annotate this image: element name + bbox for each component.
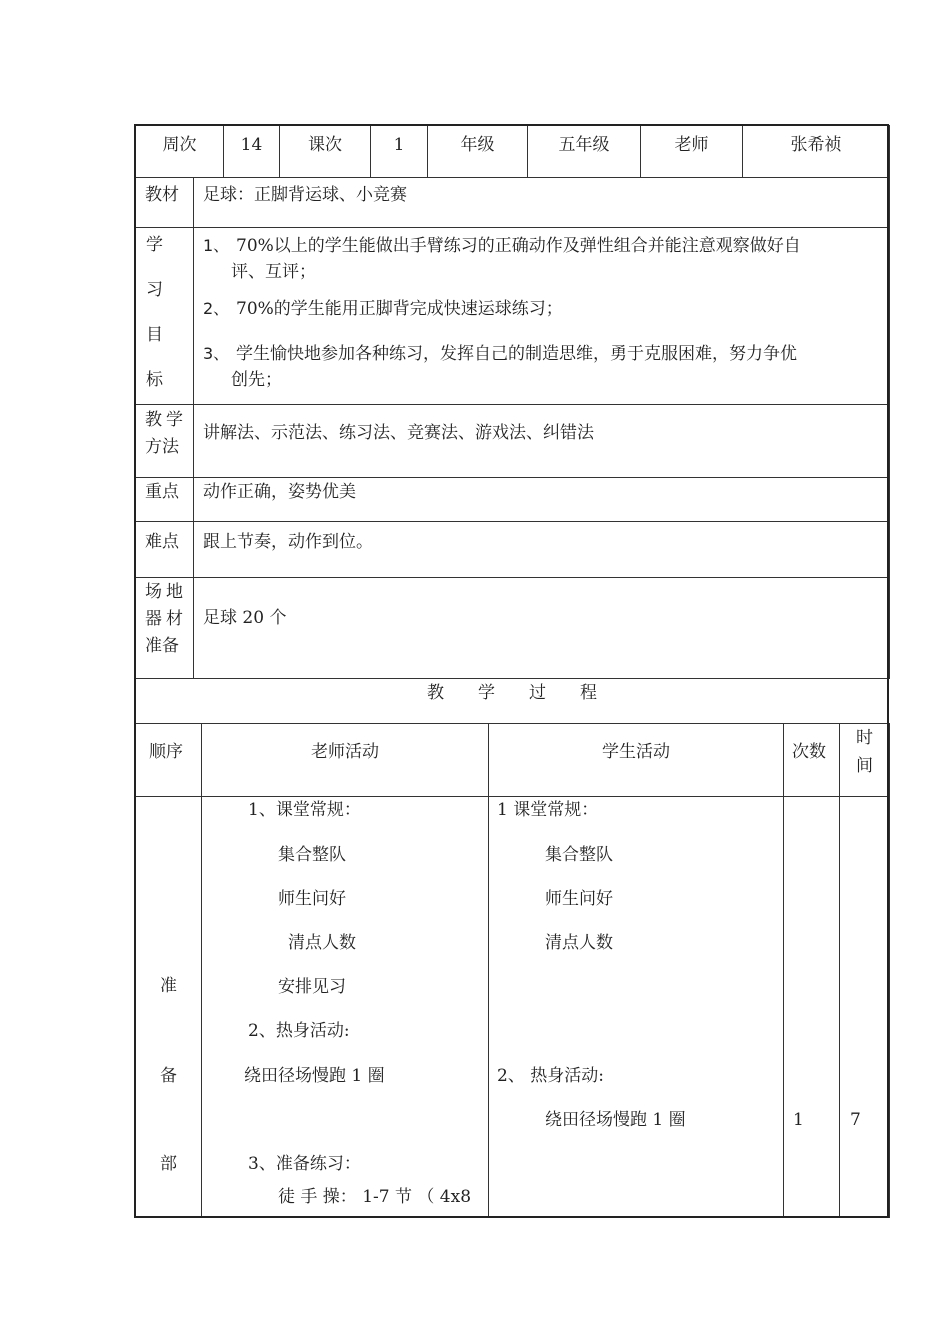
method-label: 教学 [145,410,187,430]
objective-text-continued: 创先； [231,370,282,390]
teacher-activity-line: 师生问好 [278,889,346,909]
column-student-cell [489,724,784,797]
difficulty-value: 跟上节奏，动作到位。 [203,532,373,552]
column-time: 间 [856,756,873,776]
objectives-label-char: 习 [146,280,163,300]
lesson-value: 1 [393,135,405,155]
section-name-cell [136,797,202,1218]
objectives-label-char: 目 [146,325,163,345]
objectives-label-cell [136,228,194,405]
objectives-label-char: 学 [146,235,163,255]
teacher-label-cell [641,126,743,178]
key-point-label: 重点 [145,482,179,502]
process-title-cell [136,679,889,724]
objective-text: 学生愉快地参加各种练习，发挥自己的制造思维，勇于克服困难，努力争优 [236,344,797,364]
column-time-cell [840,724,890,797]
process-title-table [135,678,889,724]
method-value: 讲解法、示范法、练习法、竞赛法、游戏法、纠错法 [203,423,594,443]
grade-value: 五年级 [558,135,610,155]
key-point-label-cell [136,478,194,522]
student-activity-line: 集合整队 [545,845,613,865]
difficulty-label: 难点 [145,532,179,552]
column-count-cell [784,724,840,797]
student-activity-line: 清点人数 [545,933,613,953]
method-label-cell [136,405,194,478]
time-value: 7 [850,1110,861,1130]
lesson-value-cell [371,126,428,178]
column-teacher: 老师活动 [311,742,379,762]
section-char: 备 [160,1066,177,1086]
student-activity-line: 绕田径场慢跑 1 圈 [545,1110,686,1130]
week-value: 14 [240,135,263,155]
material-value-cell [194,178,890,228]
count-cell [784,797,840,1218]
week-label-cell [136,126,224,178]
objective-number: 3、 [203,344,230,363]
teacher-activity-line: 3、准备练习： [248,1154,361,1174]
lesson-label-cell [280,126,371,178]
grade-label: 年级 [460,135,495,155]
student-activity-line: 1 课堂常规： [497,800,599,820]
header-table [135,125,890,178]
objective-number: 1、 [203,236,230,255]
equipment-value-cell [194,578,890,679]
grade-label-cell [428,126,528,178]
teacher-activity-cell [202,797,489,1218]
key-point-value-cell [194,478,890,522]
time-cell [840,797,890,1218]
objective-text-continued: 评、互评； [231,262,316,282]
objective-text: 70%的学生能用正脚背完成快速运球练习； [236,299,563,319]
student-activity-line: 2、 热身活动: [497,1066,604,1086]
count-value: 1 [793,1110,804,1130]
teacher-label: 老师 [674,135,709,155]
student-activity-cell [489,797,784,1218]
objective-number: 2、 [203,299,230,318]
teacher-activity-line: 徒 手 操： 1-7 节 （ 4x8 [278,1187,472,1207]
difficulty-label-cell [136,522,194,578]
teacher-activity-line: 1、课堂常规： [248,800,361,820]
column-teacher-cell [202,724,489,797]
material-value: 足球：正脚背运球、小竞赛 [203,185,407,205]
objective-text: 70%以上的学生能做出手臂练习的正确动作及弹性组合并能注意观察做好自 [236,236,801,256]
section-char: 准 [160,976,177,996]
equipment-label: 准备 [145,636,179,656]
lesson-label: 课次 [308,135,342,155]
column-order: 顺序 [149,742,183,762]
objectives-label-char: 标 [146,370,163,390]
teacher-value-cell [743,126,890,178]
equipment-label-cell [136,578,194,679]
column-time: 时 [856,728,873,748]
equipment-label: 场地 [145,582,187,602]
info-table [135,177,890,679]
equipment-value: 足球 20 个 [203,608,287,628]
equipment-label: 器材 [145,609,187,629]
week-value-cell [224,126,280,178]
teacher-activity-line: 清点人数 [288,933,356,953]
teacher-value: 张希祯 [790,135,842,155]
column-order-cell [136,724,202,797]
key-point-value: 动作正确，姿势优美 [203,482,356,502]
process-table [135,723,890,1218]
objectives-value-cell [194,228,890,405]
material-label-cell [136,178,194,228]
teacher-activity-line: 绕田径场慢跑 1 圈 [244,1066,385,1086]
teacher-activity-line: 安排见习 [278,977,346,997]
teacher-activity-line: 2、热身活动: [248,1021,350,1041]
method-value-cell [194,405,890,478]
column-count: 次数 [792,742,826,762]
material-label: 教材 [145,185,179,205]
column-student: 学生活动 [602,742,670,762]
week-label: 周次 [162,135,197,155]
section-char: 部 [160,1154,177,1174]
student-activity-line: 师生问好 [545,889,613,909]
method-label: 方法 [145,437,179,457]
grade-value-cell [528,126,641,178]
teacher-activity-line: 集合整队 [278,845,346,865]
process-title: 教 学 过 程 [427,683,597,703]
difficulty-value-cell [194,522,890,578]
